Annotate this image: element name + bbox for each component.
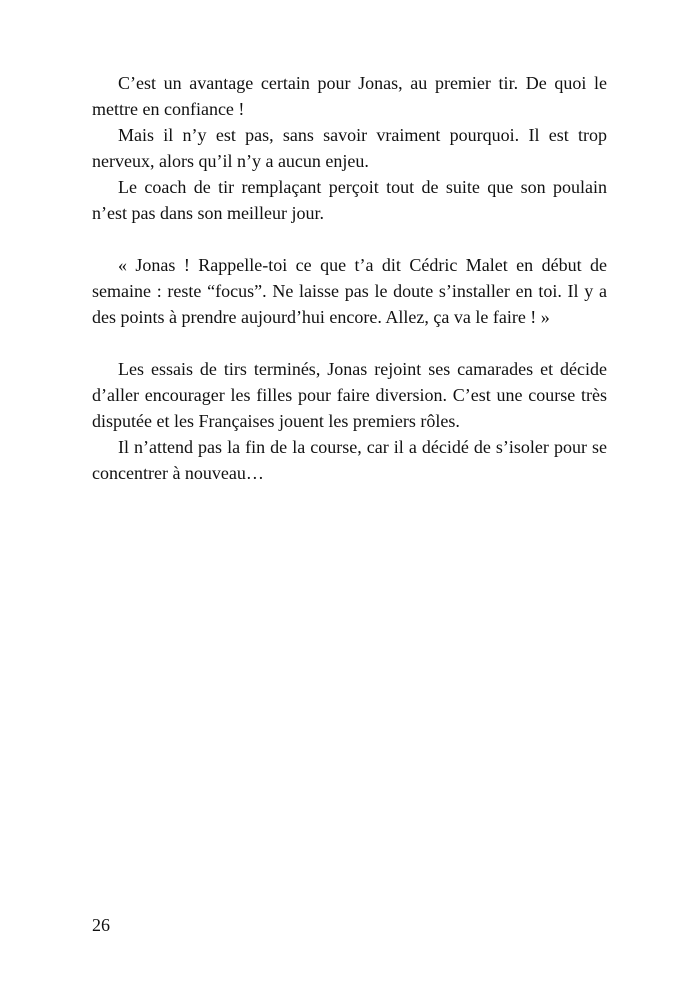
page-body	[92, 70, 607, 486]
page-number: 26	[92, 915, 110, 935]
paragraph: Les essais de tirs terminés, Jonas rejoint ses camarades et décide d’aller encourager les filles pour faire diversion. C’est une course très disputée et les Françaises jouent les premiers rôles.	[92, 359, 607, 431]
paragraph: C’est un avantage certain pour Jonas, au premier tir. De quoi le mettre en confiance !	[92, 73, 607, 119]
paragraph: Mais il n’y est pas, sans savoir vraiment pourquoi. Il est trop nerveux, alors qu’il n’y a aucun enjeu.	[92, 125, 607, 171]
paragraph-gap	[92, 226, 607, 252]
quote-paragraph: « Jonas ! Rappelle-toi ce que t’a dit Cédric Malet en début de semaine : reste “focus”. Ne laisse pas le doute s’installer en toi. Il y a des points à prendre aujourd’hui encore. Allez, ça va le faire ! »	[92, 255, 607, 327]
paragraph: Le coach de tir remplaçant perçoit tout de suite que son poulain n’est pas dans son meilleur jour.	[92, 177, 607, 223]
paragraph-gap	[92, 330, 607, 356]
paragraph: Il n’attend pas la fin de la course, car il a décidé de s’isoler pour se concentrer à nouveau…	[92, 437, 607, 483]
